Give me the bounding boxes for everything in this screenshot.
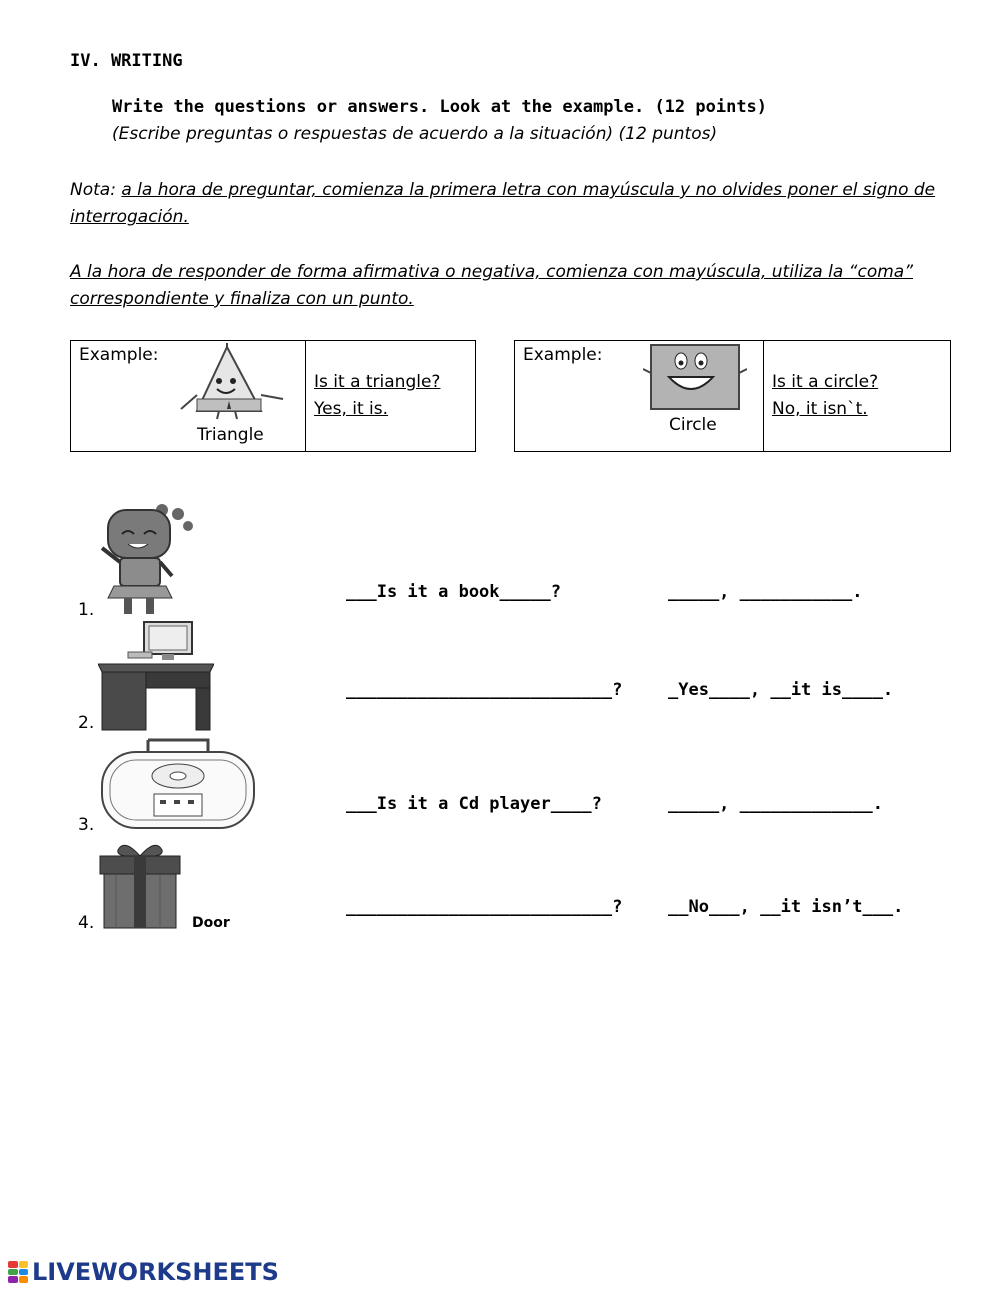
example-answer: No, it isn`t.: [772, 399, 868, 419]
instructions-english: Write the questions or answers. Look at the example. (12 points): [112, 97, 768, 117]
example-caption: Triangle: [197, 425, 264, 445]
item-answer: _Yes____, __it is____.: [668, 680, 894, 700]
example-box-triangle: [70, 340, 476, 452]
liveworksheets-logo[interactable]: [8, 1258, 279, 1286]
note-answers: [70, 259, 940, 313]
example-answer: Yes, it is.: [314, 399, 389, 419]
item-question: ___Is it a Cd player____?: [346, 794, 602, 814]
logo-text: LIVEWORKSHEETS: [32, 1258, 279, 1286]
instructions-spanish: (Escribe preguntas o respuestas de acuerdo a la situación) (12 puntos): [112, 124, 718, 144]
square-character-icon: [643, 343, 747, 413]
item-answer: __No___, __it isn’t___.: [668, 897, 904, 917]
item-number: 1.: [78, 600, 95, 620]
gift-box-icon: [98, 838, 182, 930]
logo-mark-icon: [8, 1261, 28, 1283]
example-label: Example:: [79, 345, 159, 365]
example-box-circle: [514, 340, 951, 452]
note-prefix: Nota:: [70, 180, 122, 200]
item-question: __________________________?: [346, 897, 623, 917]
item-answer: _____, _____________.: [668, 794, 883, 814]
item-extra-label: Door: [192, 915, 230, 931]
note-text: a la hora de preguntar, comienza la primera letra con mayúscula y no olvides poner el signo de interrogación.: [70, 180, 936, 227]
cd-player-icon: [94, 738, 260, 834]
triangle-character-icon: [179, 343, 291, 421]
item-question: ___Is it a book_____?: [346, 582, 561, 602]
item-answer: _____, ___________.: [668, 582, 863, 602]
note-answers-text: A la hora de responder de forma afirmativa o negativa, comienza con mayúscula, utiliza la “coma” correspondiente y finaliza con un punto.: [70, 262, 914, 309]
item-question: __________________________?: [346, 680, 623, 700]
item-number: 4.: [78, 913, 95, 933]
section-title: IV. WRITING: [70, 51, 183, 71]
example-caption: Circle: [669, 415, 717, 435]
note-questions: [70, 177, 940, 231]
item-number: 2.: [78, 713, 95, 733]
example-question: Is it a triangle?: [314, 372, 441, 392]
robot-girl-icon: [98, 500, 198, 618]
item-number: 3.: [78, 815, 95, 835]
desk-computer-icon: [98, 620, 214, 732]
example-label: Example:: [523, 345, 603, 365]
example-question: Is it a circle?: [772, 372, 879, 392]
